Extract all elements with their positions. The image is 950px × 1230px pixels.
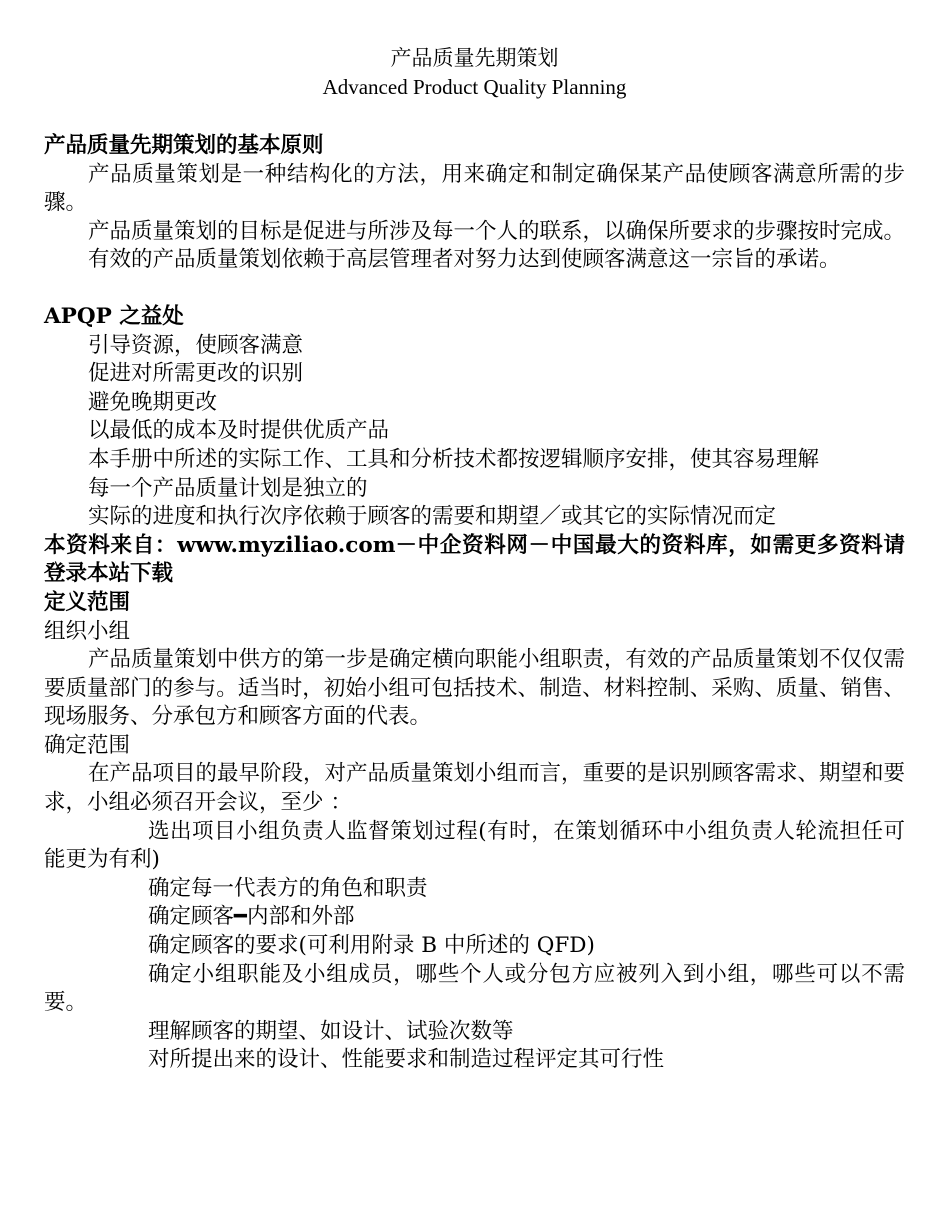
scope-heading: 定义范围 bbox=[44, 589, 131, 615]
benefit-item: 促进对所需更改的识别 bbox=[88, 361, 304, 387]
scope-paragraph: 在产品项目的最早阶段，对产品质量策划小组而言，重要的是识别顾客需求、期望和要求，小组必须召开会议，至少 ： bbox=[44, 761, 906, 816]
scope-item: 确定小组职能及小组成员，哪些个人或分包方应被列入到小组，哪些可以不需要。 bbox=[44, 961, 905, 1016]
document-page bbox=[44, 44, 905, 1075]
team-subheading: 组织小组 bbox=[44, 618, 131, 644]
scope-item: 确定顾客的要求(可利用附录 B 中所述的 QFD) bbox=[148, 933, 595, 959]
benefit-item: 实际的进度和执行次序依赖于顾客的需要和期望／或其它的实际情况而定 bbox=[88, 504, 777, 530]
team-paragraph: 产品质量策划中供方的第一步是确定横向职能小组职责，有效的产品质量策划不仅仅需要质量部门的参与。适当时，初始小组可包括技术、制造、材料控制、采购、质量、销售、现场服务、分承包方和顾客方面的代表。 bbox=[44, 647, 906, 730]
scope-item: 理解顾客的期望、如设计、试验次数等 bbox=[148, 1018, 514, 1044]
scope-item: 对所提出来的设计、性能要求和制造过程评定其可行性 bbox=[148, 1047, 665, 1073]
benefits-heading: APQP 之益处 bbox=[44, 303, 184, 329]
principles-paragraph: 产品质量策划是一种结构化的方法，用来确定和制定确保某产品使顾客满意所需的步骤。 bbox=[44, 161, 905, 216]
document-title bbox=[44, 44, 905, 101]
benefit-item: 本手册中所述的实际工作、工具和分析技术都按逻辑顺序安排，使其容易理解 bbox=[88, 446, 820, 472]
section-gap bbox=[44, 275, 905, 303]
source-notice: 本资料来自：www.myziliao.com－中企资料网－中国最大的资料库，如需更多资料请登录本站下载 bbox=[44, 532, 905, 587]
section-scope bbox=[44, 589, 905, 1075]
principles-paragraph: 有效的产品质量策划依赖于高层管理者对努力达到使顾客满意这一宗旨的承诺。 bbox=[88, 247, 841, 273]
principles-heading: 产品质量先期策划的基本原则 bbox=[44, 133, 324, 158]
principles-paragraph: 产品质量策划的目标是促进与所涉及每一个人的联系，以确保所要求的步骤按时完成。 bbox=[88, 218, 906, 244]
scope-subheading: 确定范围 bbox=[44, 732, 131, 758]
title-chinese: 产品质量先期策划 bbox=[390, 46, 559, 70]
benefit-item: 每一个产品质量计划是独立的 bbox=[88, 475, 368, 501]
scope-item: 确定每一代表方的角色和职责 bbox=[148, 875, 428, 901]
scope-item: 选出项目小组负责人监督策划过程(有时，在策划循环中小组负责人轮流担任可能更为有利) bbox=[44, 818, 905, 873]
benefit-item: 引导资源，使顾客满意 bbox=[88, 332, 304, 358]
benefit-item: 以最低的成本及时提供优质产品 bbox=[88, 418, 390, 444]
benefit-item: 避免晚期更改 bbox=[88, 389, 218, 415]
scope-item: 确定顾客━内部和外部 bbox=[148, 904, 355, 930]
title-english: Advanced Product Quality Planning bbox=[322, 74, 627, 99]
section-principles bbox=[44, 132, 905, 275]
section-benefits bbox=[44, 303, 905, 532]
